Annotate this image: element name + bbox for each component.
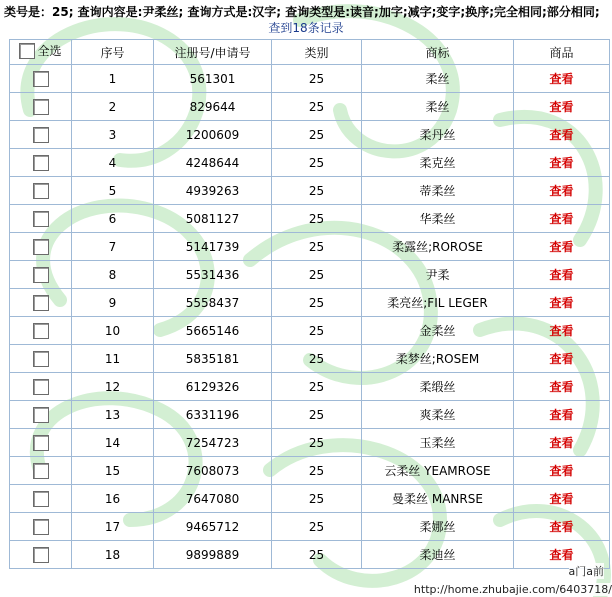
row-select-cell <box>10 317 72 345</box>
row-select-cell <box>10 149 72 177</box>
table-row <box>10 233 610 261</box>
registration-number: 5835181 <box>154 345 272 373</box>
registration-number: 6129326 <box>154 373 272 401</box>
goods-cell <box>514 205 610 233</box>
row-checkbox[interactable] <box>33 519 49 535</box>
registration-number: 7254723 <box>154 429 272 457</box>
row-select-cell <box>10 429 72 457</box>
trademark-name: 柔迪丝 <box>362 541 514 569</box>
table-row <box>10 317 610 345</box>
registration-number: 9465712 <box>154 513 272 541</box>
trademark-name: 柔娜丝 <box>362 513 514 541</box>
goods-cell <box>514 429 610 457</box>
registration-number: 4939263 <box>154 177 272 205</box>
view-goods-link[interactable]: 查看 <box>549 380 574 394</box>
registration-number: 7608073 <box>154 457 272 485</box>
results-table <box>9 39 610 569</box>
goods-cell <box>514 261 610 289</box>
row-number: 14 <box>72 429 154 457</box>
trademark-name: 柔丝 <box>362 93 514 121</box>
column-header-reg: 注册号/申请号 <box>154 40 272 65</box>
view-goods-link[interactable]: 查看 <box>549 184 574 198</box>
registration-number: 7647080 <box>154 485 272 513</box>
table-row <box>10 429 610 457</box>
column-header-mark: 商标 <box>362 40 514 65</box>
goods-cell <box>514 233 610 261</box>
trademark-class: 25 <box>272 485 362 513</box>
view-goods-link[interactable]: 查看 <box>549 464 574 478</box>
row-checkbox[interactable] <box>33 435 49 451</box>
result-count: 查到18条记录 <box>268 21 344 35</box>
trademark-class: 25 <box>272 149 362 177</box>
view-goods-link[interactable]: 查看 <box>549 352 574 366</box>
row-number: 8 <box>72 261 154 289</box>
goods-cell <box>514 457 610 485</box>
trademark-class: 25 <box>272 177 362 205</box>
registration-number: 5141739 <box>154 233 272 261</box>
table-row <box>10 401 610 429</box>
table-row <box>10 121 610 149</box>
goods-cell <box>514 373 610 401</box>
row-checkbox[interactable] <box>33 183 49 199</box>
view-goods-link[interactable]: 查看 <box>549 548 574 562</box>
row-select-cell <box>10 485 72 513</box>
row-checkbox[interactable] <box>33 407 49 423</box>
trademark-name: 蒂柔丝 <box>362 177 514 205</box>
view-goods-link[interactable]: 查看 <box>549 296 574 310</box>
goods-cell <box>514 93 610 121</box>
row-checkbox[interactable] <box>33 71 49 87</box>
view-goods-link[interactable]: 查看 <box>549 436 574 450</box>
select-all-label: 全选 <box>37 44 62 59</box>
table-row <box>10 345 610 373</box>
trademark-class: 25 <box>272 373 362 401</box>
registration-number: 5531436 <box>154 261 272 289</box>
trademark-name: 尹柔 <box>362 261 514 289</box>
registration-number: 5665146 <box>154 317 272 345</box>
search-criteria-text: 类号是：25; 查询内容是:尹柔丝; 查询方式是:汉字; 查询类型是:读音;加字;减字;变字;换序;完全相同;部分相同; <box>4 5 600 19</box>
column-header-class: 类别 <box>272 40 362 65</box>
row-number: 17 <box>72 513 154 541</box>
trademark-name: 爽柔丝 <box>362 401 514 429</box>
registration-number: 829644 <box>154 93 272 121</box>
trademark-name: 柔露丝;ROROSE <box>362 233 514 261</box>
trademark-class: 25 <box>272 457 362 485</box>
view-goods-link[interactable]: 查看 <box>549 72 574 86</box>
trademark-name: 柔梦丝;ROSEM <box>362 345 514 373</box>
goods-cell <box>514 149 610 177</box>
select-all-header <box>10 40 72 65</box>
row-number: 5 <box>72 177 154 205</box>
row-select-cell <box>10 261 72 289</box>
goods-cell <box>514 177 610 205</box>
view-goods-link[interactable]: 查看 <box>549 128 574 142</box>
goods-cell <box>514 513 610 541</box>
table-row <box>10 457 610 485</box>
table-row <box>10 205 610 233</box>
trademark-class: 25 <box>272 541 362 569</box>
trademark-name: 柔克丝 <box>362 149 514 177</box>
row-number: 1 <box>72 65 154 93</box>
table-row <box>10 289 610 317</box>
row-select-cell <box>10 205 72 233</box>
row-select-cell <box>10 513 72 541</box>
row-select-cell <box>10 289 72 317</box>
row-number: 4 <box>72 149 154 177</box>
trademark-name: 曼柔丝 MANRSE <box>362 485 514 513</box>
trademark-class: 25 <box>272 121 362 149</box>
row-checkbox[interactable] <box>33 155 49 171</box>
column-header-goods: 商品 <box>514 40 610 65</box>
row-checkbox[interactable] <box>33 99 49 115</box>
trademark-name: 金柔丝 <box>362 317 514 345</box>
row-checkbox[interactable] <box>33 295 49 311</box>
view-goods-link[interactable]: 查看 <box>549 408 574 422</box>
search-summary <box>0 0 612 20</box>
row-select-cell <box>10 373 72 401</box>
table-row <box>10 373 610 401</box>
table-row <box>10 65 610 93</box>
trademark-name: 华柔丝 <box>362 205 514 233</box>
row-select-cell <box>10 345 72 373</box>
row-checkbox[interactable] <box>33 491 49 507</box>
trademark-class: 25 <box>272 289 362 317</box>
row-number: 2 <box>72 93 154 121</box>
view-goods-link[interactable]: 查看 <box>549 492 574 506</box>
goods-cell <box>514 401 610 429</box>
row-checkbox[interactable] <box>33 127 49 143</box>
row-number: 18 <box>72 541 154 569</box>
trademark-class: 25 <box>272 401 362 429</box>
row-number: 6 <box>72 205 154 233</box>
view-goods-link[interactable]: 查看 <box>549 212 574 226</box>
row-checkbox[interactable] <box>33 211 49 227</box>
goods-cell <box>514 345 610 373</box>
registration-number: 5081127 <box>154 205 272 233</box>
view-goods-link[interactable]: 查看 <box>549 324 574 338</box>
row-number: 13 <box>72 401 154 429</box>
registration-number: 9899889 <box>154 541 272 569</box>
goods-cell <box>514 317 610 345</box>
registration-number: 4248644 <box>154 149 272 177</box>
table-row <box>10 149 610 177</box>
goods-cell <box>514 65 610 93</box>
trademark-class: 25 <box>272 261 362 289</box>
row-number: 11 <box>72 345 154 373</box>
row-select-cell <box>10 65 72 93</box>
trademark-name: 玉柔丝 <box>362 429 514 457</box>
trademark-class: 25 <box>272 65 362 93</box>
row-checkbox[interactable] <box>33 267 49 283</box>
trademark-name: 柔亮丝;FIL LEGER <box>362 289 514 317</box>
row-number: 10 <box>72 317 154 345</box>
view-goods-link[interactable]: 查看 <box>549 520 574 534</box>
trademark-class: 25 <box>272 345 362 373</box>
view-goods-link[interactable]: 查看 <box>549 100 574 114</box>
column-header-no: 序号 <box>72 40 154 65</box>
trademark-name: 柔丹丝 <box>362 121 514 149</box>
row-checkbox[interactable] <box>33 239 49 255</box>
trademark-class: 25 <box>272 317 362 345</box>
row-checkbox[interactable] <box>33 547 49 563</box>
trademark-name: 柔丝 <box>362 65 514 93</box>
trademark-class: 25 <box>272 205 362 233</box>
trademark-class: 25 <box>272 513 362 541</box>
row-number: 15 <box>72 457 154 485</box>
table-header-row <box>10 40 610 65</box>
trademark-name: 柔缎丝 <box>362 373 514 401</box>
row-select-cell <box>10 121 72 149</box>
view-goods-link[interactable]: 查看 <box>549 268 574 282</box>
row-checkbox[interactable] <box>33 379 49 395</box>
goods-cell <box>514 289 610 317</box>
row-select-cell <box>10 233 72 261</box>
row-number: 7 <box>72 233 154 261</box>
row-number: 9 <box>72 289 154 317</box>
row-checkbox[interactable] <box>33 351 49 367</box>
goods-cell <box>514 485 610 513</box>
trademark-name: 云柔丝 YEAMROSE <box>362 457 514 485</box>
row-select-cell <box>10 177 72 205</box>
goods-cell <box>514 121 610 149</box>
row-select-cell <box>10 541 72 569</box>
registration-number: 5558437 <box>154 289 272 317</box>
table-row <box>10 261 610 289</box>
row-select-cell <box>10 93 72 121</box>
row-number: 16 <box>72 485 154 513</box>
table-row <box>10 93 610 121</box>
table-row <box>10 541 610 569</box>
row-select-cell <box>10 457 72 485</box>
table-row <box>10 177 610 205</box>
row-checkbox[interactable] <box>33 323 49 339</box>
registration-number: 6331196 <box>154 401 272 429</box>
view-goods-link[interactable]: 查看 <box>549 240 574 254</box>
watermark-url: http://home.zhubajie.com/6403718/ <box>413 583 612 596</box>
select-all-checkbox[interactable] <box>19 43 35 59</box>
registration-number: 561301 <box>154 65 272 93</box>
table-row <box>10 513 610 541</box>
registration-number: 1200609 <box>154 121 272 149</box>
row-number: 12 <box>72 373 154 401</box>
row-select-cell <box>10 401 72 429</box>
trademark-class: 25 <box>272 233 362 261</box>
row-number: 3 <box>72 121 154 149</box>
watermark-corner-text: a门a前 <box>568 565 604 578</box>
row-checkbox[interactable] <box>33 463 49 479</box>
table-row <box>10 485 610 513</box>
view-goods-link[interactable]: 查看 <box>549 156 574 170</box>
trademark-class: 25 <box>272 429 362 457</box>
trademark-class: 25 <box>272 93 362 121</box>
